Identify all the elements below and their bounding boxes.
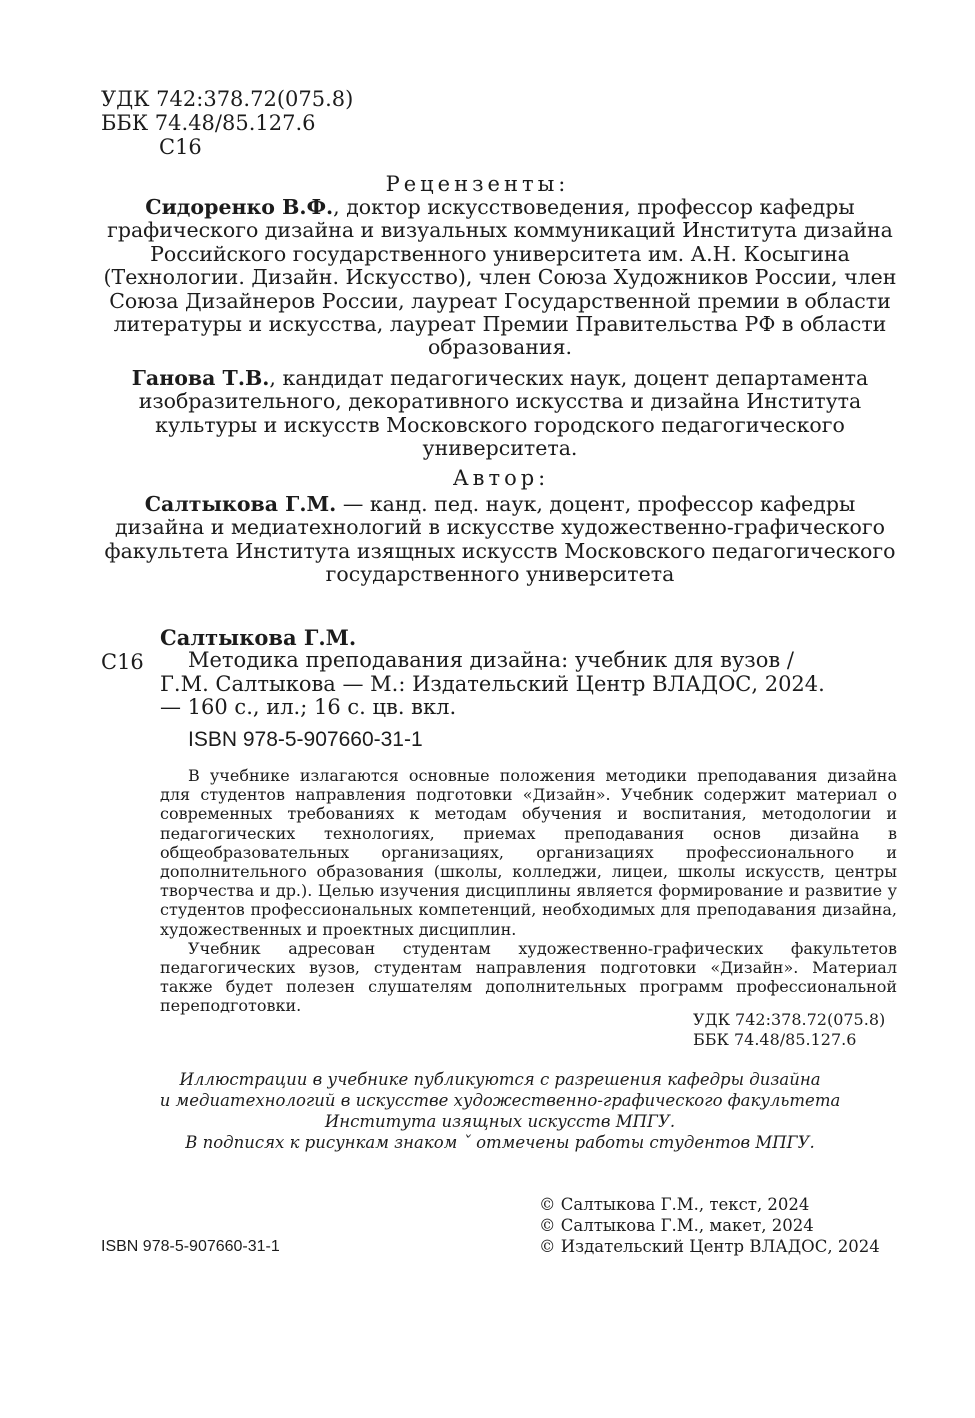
annotation — [160, 766, 897, 1016]
biblio-line: Методика преподавания дизайна: учебник для вузов / — [188, 648, 794, 672]
biblio-line: Г.М. Салтыкова — М.: Издательский Центр ВЛАДОС, 2024. — [160, 671, 825, 696]
classification-codes — [101, 87, 353, 159]
copyright-line: © Издательский Центр ВЛАДОС, 2024 — [539, 1237, 880, 1256]
footer-isbn: ISBN 978-5-907660-31-1 — [101, 1238, 280, 1255]
reviewer-entry — [100, 196, 900, 360]
udk-code: УДК 742:378.72(075.8) — [101, 87, 354, 111]
annotation-paragraph: Учебник адресован студентам художественно-графических факультетов педагогических вузов, студентам направления подготовки «Дизайн». Материал также будет полезен слушателям дополнительных программ профессиональной переподготовки. — [160, 938, 897, 1016]
author-name: Салтыкова Г.М. — [144, 492, 337, 516]
author-heading: Автор: — [452, 466, 550, 490]
reviewer-description: , доктор искусствоведения, профессор кафедры графического дизайна и визуальных коммуникаций Института дизайна Российского государственного университета им. А.Н. Косыгина (Технологии. Дизайн. Искусство), член Союза Художников России, член Союза Дизайнеров России, лауреат Государственной премии в области литературы и искусства, лауреат Премии Правительства РФ в области образования. — [103, 195, 897, 360]
copyright-line: © Салтыкова Г.М., текст, 2024 — [539, 1195, 810, 1214]
note-line: В подписях к рисункам знаком ˇ отмечены работы студентов МПГУ. — [185, 1133, 815, 1152]
biblio-description — [160, 649, 886, 720]
annotation-paragraph: В учебнике излагаются основные положения методики преподавания дизайна для студентов направления подготовки «Дизайн». Учебник содержит материал о современных требованиях к методам обучения и воспитания, методологии и педагогических технологиях, приемах преподавания основ дизайна в общеобразовательных организациях, организациях профессионального и дополнительного образования (школы, колледжи, лицеи, школы искусств, центры творчества и др.). Целью изучения дисциплины является формирование и развитие у студентов профессиональных компетенций, необходимых для преподавания дизайна, художественных и проектных дисциплин. — [160, 766, 897, 939]
reviewers-heading: Рецензенты: — [385, 172, 570, 196]
note-line: и медиатехнологий в искусстве художественно-графического факультета — [159, 1091, 841, 1110]
biblio-code: С16 — [101, 650, 144, 674]
author-entry — [100, 493, 900, 587]
reviewer-entry — [100, 367, 900, 461]
biblio-line: — 160 с., ил.; 16 с. цв. вкл. — [160, 695, 457, 720]
reviewer-name: Ганова Т.В. — [131, 366, 270, 390]
annotation-codes — [693, 1010, 885, 1049]
author-description: — канд. пед. наук, доцент, профессор кафедры дизайна и медиатехнологий в искусстве художественно-графического факультета Института изящных искусств Московского педагогического государственного университета — [104, 492, 896, 587]
illustrations-note — [100, 1069, 900, 1153]
isbn: ISBN 978-5-907660-31-1 — [188, 728, 423, 751]
note-line: Иллюстрации в учебнике публикуются с разрешения кафедры дизайна — [179, 1070, 821, 1089]
author-sign: С16 — [159, 135, 202, 159]
annotation-udk: УДК 742:378.72(075.8) — [693, 1010, 886, 1029]
biblio-author-name: Салтыкова Г.М. — [160, 625, 357, 650]
reviewer-name: Сидоренко В.Ф. — [145, 195, 334, 219]
reviewer-description: , кандидат педагогических наук, доцент департамента изобразительного, декоративного искусства и дизайна Института культуры и искусств Московского городского педагогического университета. — [138, 366, 869, 461]
annotation-bbk: ББК 74.48/85.127.6 — [693, 1029, 857, 1049]
copyright-block — [539, 1194, 880, 1257]
bbk-code: ББК 74.48/85.127.6 — [101, 111, 316, 135]
note-line: Института изящных искусств МПГУ. — [324, 1112, 676, 1131]
copyright-line: © Салтыкова Г.М., макет, 2024 — [539, 1216, 814, 1235]
